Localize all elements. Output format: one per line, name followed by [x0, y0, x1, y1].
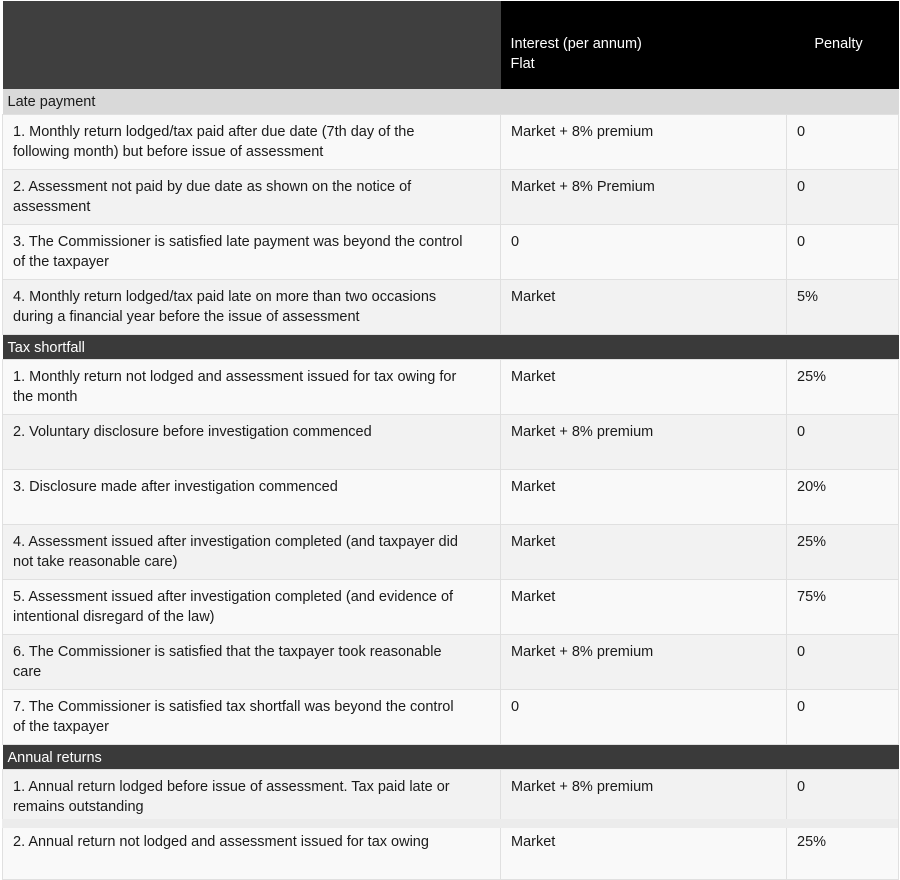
header-penalty-cell: Penalty: [787, 1, 899, 89]
row-penalty: 0: [787, 114, 899, 169]
table-row: [3, 414, 899, 469]
row-interest: Market + 8% premium: [501, 769, 787, 824]
row-interest: Market: [501, 524, 787, 579]
row-interest: Market + 8% premium: [501, 114, 787, 169]
row-description: 5. Assessment issued after investigation completed (and evidence of intentional disregard of the law): [3, 579, 501, 634]
row-description: 1. Monthly return not lodged and assessment issued for tax owing for the month: [3, 359, 501, 414]
row-interest: Market: [501, 279, 787, 334]
row-interest: Market: [501, 359, 787, 414]
table-row: [3, 359, 899, 414]
row-penalty: 0: [787, 224, 899, 279]
row-penalty: 0: [787, 169, 899, 224]
row-penalty: 0: [787, 689, 899, 744]
row-penalty: 5%: [787, 279, 899, 334]
header-interest-sublabel: Flat: [510, 56, 535, 72]
row-penalty: 20%: [787, 469, 899, 524]
row-interest: Market + 8% premium: [501, 634, 787, 689]
row-description: 7. The Commissioner is satisfied tax shortfall was beyond the control of the taxpayer: [3, 689, 501, 744]
table-row: [3, 634, 899, 689]
row-description: 1. Monthly return lodged/tax paid after due date (7th day of the following month) but before issue of assessment: [3, 114, 501, 169]
header-interest-label: Interest (per annum): [510, 36, 642, 52]
row-interest: Market: [501, 579, 787, 634]
row-interest: Market + 8% premium: [501, 414, 787, 469]
row-interest: 0: [501, 689, 787, 744]
table-row: [3, 169, 899, 224]
row-penalty: 25%: [787, 824, 899, 879]
table-header-row: [3, 1, 899, 89]
table-bottom-strip: [2, 819, 898, 828]
interest-penalty-table: [2, 1, 899, 880]
header-interest-cell: [501, 1, 787, 89]
row-interest: Market: [501, 824, 787, 879]
row-penalty: 0: [787, 634, 899, 689]
row-penalty: 25%: [787, 524, 899, 579]
row-interest: 0: [501, 224, 787, 279]
section-header-late-payment: [3, 89, 899, 114]
row-description: 4. Monthly return lodged/tax paid late on more than two occasions during a financial year before the issue of assessment: [3, 279, 501, 334]
section-title: Annual returns: [3, 744, 899, 769]
header-description-cell: [3, 1, 501, 89]
row-penalty: 0: [787, 769, 899, 824]
row-penalty: 75%: [787, 579, 899, 634]
table-row: [3, 469, 899, 524]
table-row: [3, 524, 899, 579]
table-row: [3, 279, 899, 334]
section-header-annual-returns: [3, 744, 899, 769]
row-description: 2. Assessment not paid by due date as shown on the notice of assessment: [3, 169, 501, 224]
row-description: 1. Annual return lodged before issue of assessment. Tax paid late or remains outstanding: [3, 769, 501, 824]
table-row: [3, 769, 899, 824]
row-interest: Market: [501, 469, 787, 524]
row-description: 4. Assessment issued after investigation completed (and taxpayer did not take reasonable care): [3, 524, 501, 579]
table-row: [3, 114, 899, 169]
table-row: [3, 689, 899, 744]
row-description: 6. The Commissioner is satisfied that the taxpayer took reasonable care: [3, 634, 501, 689]
section-title: Late payment: [3, 89, 899, 114]
row-penalty: 25%: [787, 359, 899, 414]
row-description: 2. Voluntary disclosure before investigation commenced: [3, 414, 501, 469]
section-header-tax-shortfall: [3, 334, 899, 359]
section-title: Tax shortfall: [3, 334, 899, 359]
table-row: [3, 824, 899, 879]
row-description: 3. Disclosure made after investigation commenced: [3, 469, 501, 524]
row-interest: Market + 8% Premium: [501, 169, 787, 224]
row-penalty: 0: [787, 414, 899, 469]
table-row: [3, 224, 899, 279]
table-row: [3, 579, 899, 634]
row-description: 3. The Commissioner is satisfied late payment was beyond the control of the taxpayer: [3, 224, 501, 279]
row-description: 2. Annual return not lodged and assessment issued for tax owing: [3, 824, 501, 879]
